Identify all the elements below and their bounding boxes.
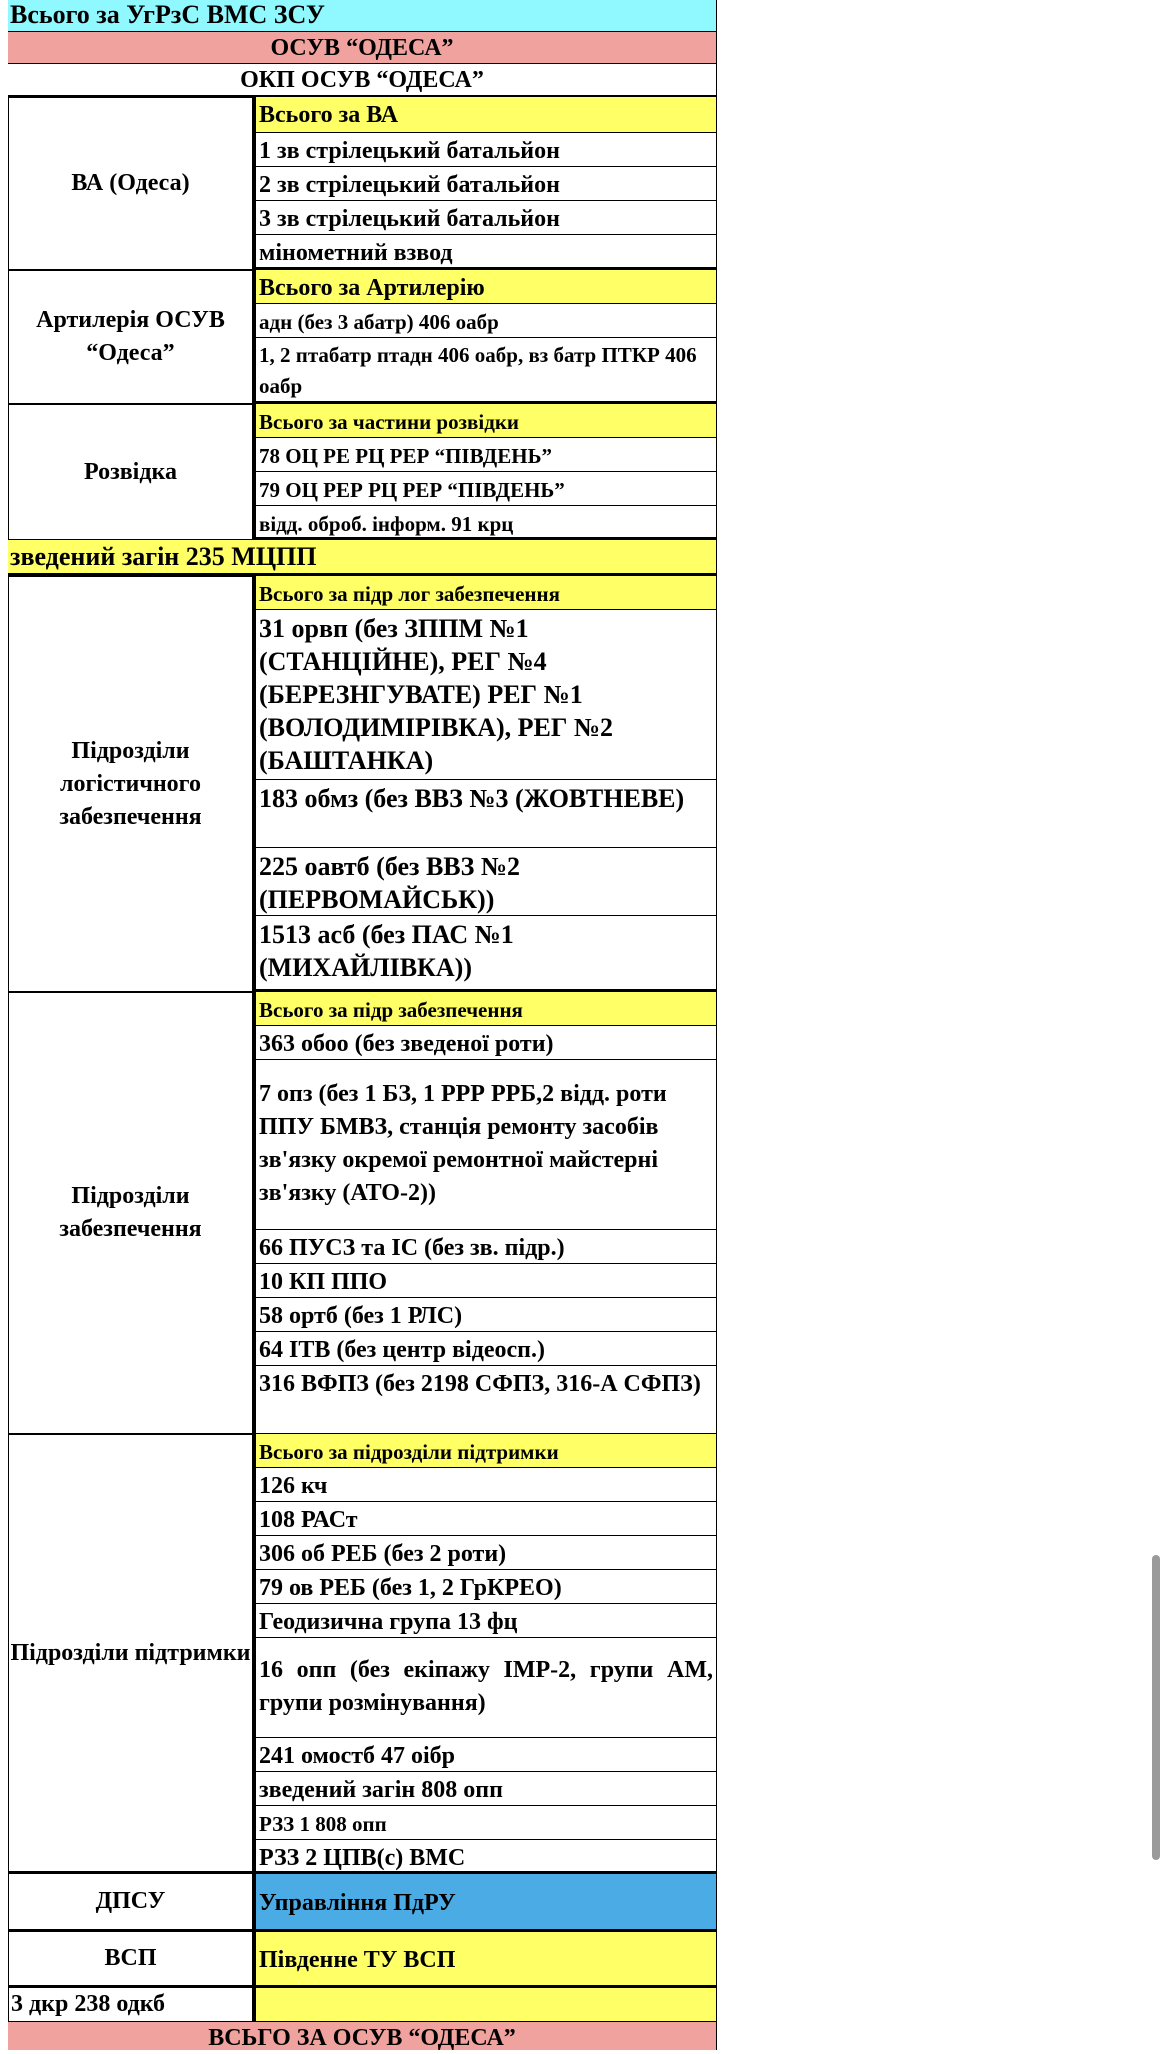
backing-item-4: 79 ов РЕБ (без 1, 2 ГрКРЕО) — [253, 1570, 717, 1604]
artillery-item-2: 1, 2 птабатр птадн 406 оабр, вз батр ПТКР 406 оабр — [253, 338, 717, 404]
logistics-total: Всього за підр лог забезпечення — [253, 576, 717, 610]
recon-item-2: 79 ОЦ РЕР РЦ РЕР “ПІВДЕНЬ” — [253, 472, 717, 506]
recon-group-label: Розвідка — [8, 404, 253, 540]
backing-item-5: Геодизична група 13 фц — [253, 1604, 717, 1638]
logistics-item-2: 183 обмз (без ВВЗ №3 (ЖОВТНЕВЕ) — [253, 780, 717, 848]
backing-item-7: 241 омостб 47 оібр — [253, 1738, 717, 1772]
dpsu-label: ДПСУ — [8, 1874, 253, 1932]
backing-item-2: 108 РАСт — [253, 1502, 717, 1536]
consolidated-row: зведений загін 235 МЦПП — [8, 540, 717, 576]
vsp-item: Південне ТУ ВСП — [253, 1932, 717, 1988]
support-total: Всього за підр забезпечення — [253, 992, 717, 1026]
footer-total-row: ВСЬГО ЗА ОСУВ “ОДЕСА” — [8, 2022, 717, 2050]
logistics-item-3: 225 оавтб (без ВВЗ №2 (ПЕРВОМАЙСЬК)) — [253, 848, 717, 916]
logistics-item-1: 31 орвп (без ЗППМ №1 (СТАНЦІЙНЕ), РЕГ №4 (БЕРЕЗНГУВАТЕ) РЕГ №1 (ВОЛОДИМІРІВКА), РЕГ №2 (БАШТАНКА) — [253, 610, 717, 780]
artillery-group-label: Артилерія ОСУВ “Одеса” — [8, 270, 253, 404]
support-item-6: 64 ІТВ (без центр відеосп.) — [253, 1332, 717, 1366]
support-item-7: 316 ВФПЗ (без 2198 СФПЗ, 316-А СФПЗ) — [253, 1366, 717, 1434]
logistics-item-4: 1513 асб (без ПАС №1 (МИХАЙЛІВКА)) — [253, 916, 717, 992]
va-item-3: 3 зв стрілецький батальйон — [253, 201, 717, 235]
logistics-group-label: Підрозділи логістичного забезпечення — [8, 576, 253, 992]
recon-item-1: 78 ОЦ РЕ РЦ РЕР “ПІВДЕНЬ” — [253, 438, 717, 472]
okp-row: ОКП ОСУВ “ОДЕСА” — [8, 64, 717, 98]
osuv-row: ОСУВ “ОДЕСА” — [8, 32, 717, 64]
va-group-label: ВА (Одеса) — [8, 97, 253, 270]
artillery-total: Всього за Артилерію — [253, 270, 717, 304]
dpsu-item: Управління ПдРУ — [253, 1874, 717, 1932]
backing-item-1: 126 кч — [253, 1468, 717, 1502]
artillery-item-1: адн (без 3 абатр) 406 оабр — [253, 304, 717, 338]
support-group-label: Підрозділи забезпечення — [8, 992, 253, 1434]
backing-item-3: 306 об РЕБ (без 2 роти) — [253, 1536, 717, 1570]
report-table — [8, 0, 717, 2050]
va-item-1: 1 зв стрілецький батальйон — [253, 133, 717, 167]
backing-item-9: РЗЗ 1 808 опп — [253, 1806, 717, 1840]
va-item-4: мінометний взвод — [253, 235, 717, 270]
support-item-4: 10 КП ППО — [253, 1264, 717, 1298]
backing-total: Всього за підрозділи підтримки — [253, 1434, 717, 1468]
dkr-item — [253, 1988, 717, 2022]
support-item-1: 363 обоо (без зведеної роти) — [253, 1026, 717, 1060]
dkr-label: 3 дкр 238 одкб — [8, 1988, 253, 2022]
total-ugrzs-row: Всього за УгРзС ВМС ЗСУ — [8, 0, 717, 32]
vertical-scrollbar[interactable] — [1152, 1555, 1160, 1860]
support-item-5: 58 ортб (без 1 РЛС) — [253, 1298, 717, 1332]
recon-item-3: відд. оброб. інформ. 91 крц — [253, 506, 717, 540]
support-item-2: 7 опз (без 1 БЗ, 1 РРР РРБ,2 відд. роти ППУ БМВЗ, станція ремонту засобів зв'язку окремої ремонтної майстерні зв'язку (АТО-2)) — [253, 1060, 717, 1230]
backing-item-6: 16 опп (без екіпажу ІМР-2, групи АМ, групи розмінування) — [253, 1638, 717, 1738]
support-item-3: 66 ПУСЗ та ІС (без зв. підр.) — [253, 1230, 717, 1264]
va-total: Всього за ВА — [253, 97, 717, 133]
backing-item-10: РЗЗ 2 ЦПВ(с) ВМС — [253, 1840, 717, 1874]
vsp-label: ВСП — [8, 1932, 253, 1988]
backing-group-label: Підрозділи підтримки — [8, 1434, 253, 1874]
va-item-2: 2 зв стрілецький батальйон — [253, 167, 717, 201]
recon-total: Всього за частини розвідки — [253, 404, 717, 438]
backing-item-8: зведений загін 808 опп — [253, 1772, 717, 1806]
